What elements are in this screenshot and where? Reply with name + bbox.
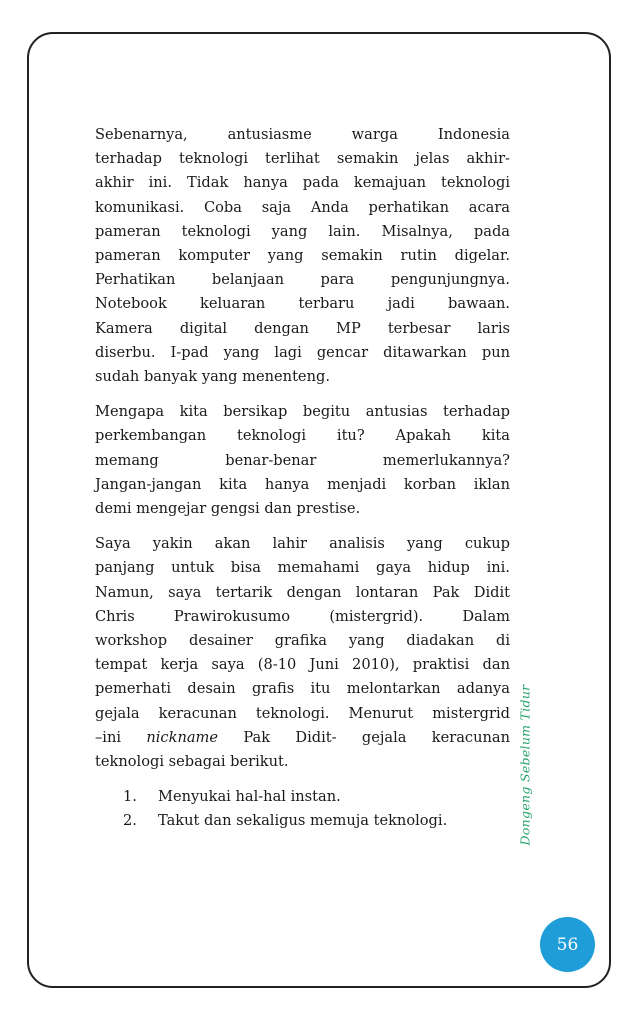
text-line: perkembangan teknologi itu? Apakah kita bbox=[95, 427, 510, 445]
text-line: akhir ini. Tidak hanya pada kemajuan teknologi bbox=[95, 174, 510, 192]
text-line: komunikasi. Coba saja Anda perhatikan acara bbox=[95, 198, 510, 216]
text-line: gejala keracunan teknologi. Menurut mistergrid bbox=[95, 704, 510, 722]
text-line: teknologi sebagai berikut. bbox=[95, 753, 289, 771]
paragraph-1 bbox=[95, 123, 510, 389]
text-line: Sebenarnya, antusiasme warga Indonesia bbox=[95, 126, 510, 143]
text-line: pameran teknologi yang lain. Misalnya, pada bbox=[95, 222, 510, 240]
list-item bbox=[95, 785, 510, 809]
text-line: diserbu. I-pad yang lagi gencar ditawarkan pun bbox=[95, 343, 510, 361]
list-item bbox=[95, 809, 510, 833]
paragraph-3 bbox=[95, 532, 510, 774]
text-line: pameran komputer yang semakin rutin digelar. bbox=[95, 247, 510, 265]
page-number: 56 bbox=[556, 934, 579, 955]
text-line: pemerhati desain grafis itu melontarkan adanya bbox=[95, 680, 510, 698]
text-line: Perhatikan belanjaan para pengunjungnya. bbox=[95, 271, 510, 289]
text-line: Saya yakin akan lahir analisis yang cukup bbox=[95, 535, 510, 553]
list-number: 1. bbox=[123, 788, 137, 806]
text-line: Notebook keluaran terbaru jadi bawaan. bbox=[95, 295, 510, 313]
text-line: Chris Prawirokusumo (mistergrid). Dalam bbox=[95, 607, 510, 625]
text-line: panjang untuk bisa memahami gaya hidup ini. bbox=[95, 559, 510, 577]
numbered-list bbox=[95, 785, 510, 833]
text-line: memang benar-benar memerlukannya? bbox=[95, 451, 510, 469]
text-line: tempat kerja saya (8-10 Juni 2010), praktisi dan bbox=[95, 656, 510, 674]
book-title-vertical: Dongeng Sebelum Tidur bbox=[517, 684, 533, 846]
nickname-after: Pak Didit- gejala keracunan bbox=[243, 728, 511, 746]
paragraph-2 bbox=[95, 400, 510, 521]
list-text: Takut dan sekaligus memuja teknologi. bbox=[158, 812, 448, 830]
text-line: workshop desainer grafika yang diadakan di bbox=[95, 632, 510, 650]
text-line: Jangan-jangan kita hanya menjadi korban iklan bbox=[95, 475, 510, 493]
text-line: terhadap teknologi terlihat semakin jelas akhir- bbox=[95, 150, 510, 168]
page-number-badge bbox=[540, 917, 595, 972]
text-line: Mengapa kita bersikap begitu antusias terhadap bbox=[95, 403, 510, 421]
text-line: sudah banyak yang menenteng. bbox=[95, 368, 330, 386]
list-number: 2. bbox=[123, 812, 137, 830]
nickname-italic: nickname bbox=[146, 728, 219, 746]
text-line-nickname bbox=[95, 726, 510, 750]
text-line: demi mengejar gengsi dan prestise. bbox=[95, 500, 361, 518]
nickname-before: –ini bbox=[95, 728, 122, 746]
body-text bbox=[95, 123, 510, 834]
text-line: Namun, saya tertarik dengan lontaran Pak Didit bbox=[95, 583, 510, 601]
text-line: Kamera digital dengan MP terbesar laris bbox=[95, 319, 510, 337]
list-text: Menyukai hal-hal instan. bbox=[158, 788, 341, 806]
